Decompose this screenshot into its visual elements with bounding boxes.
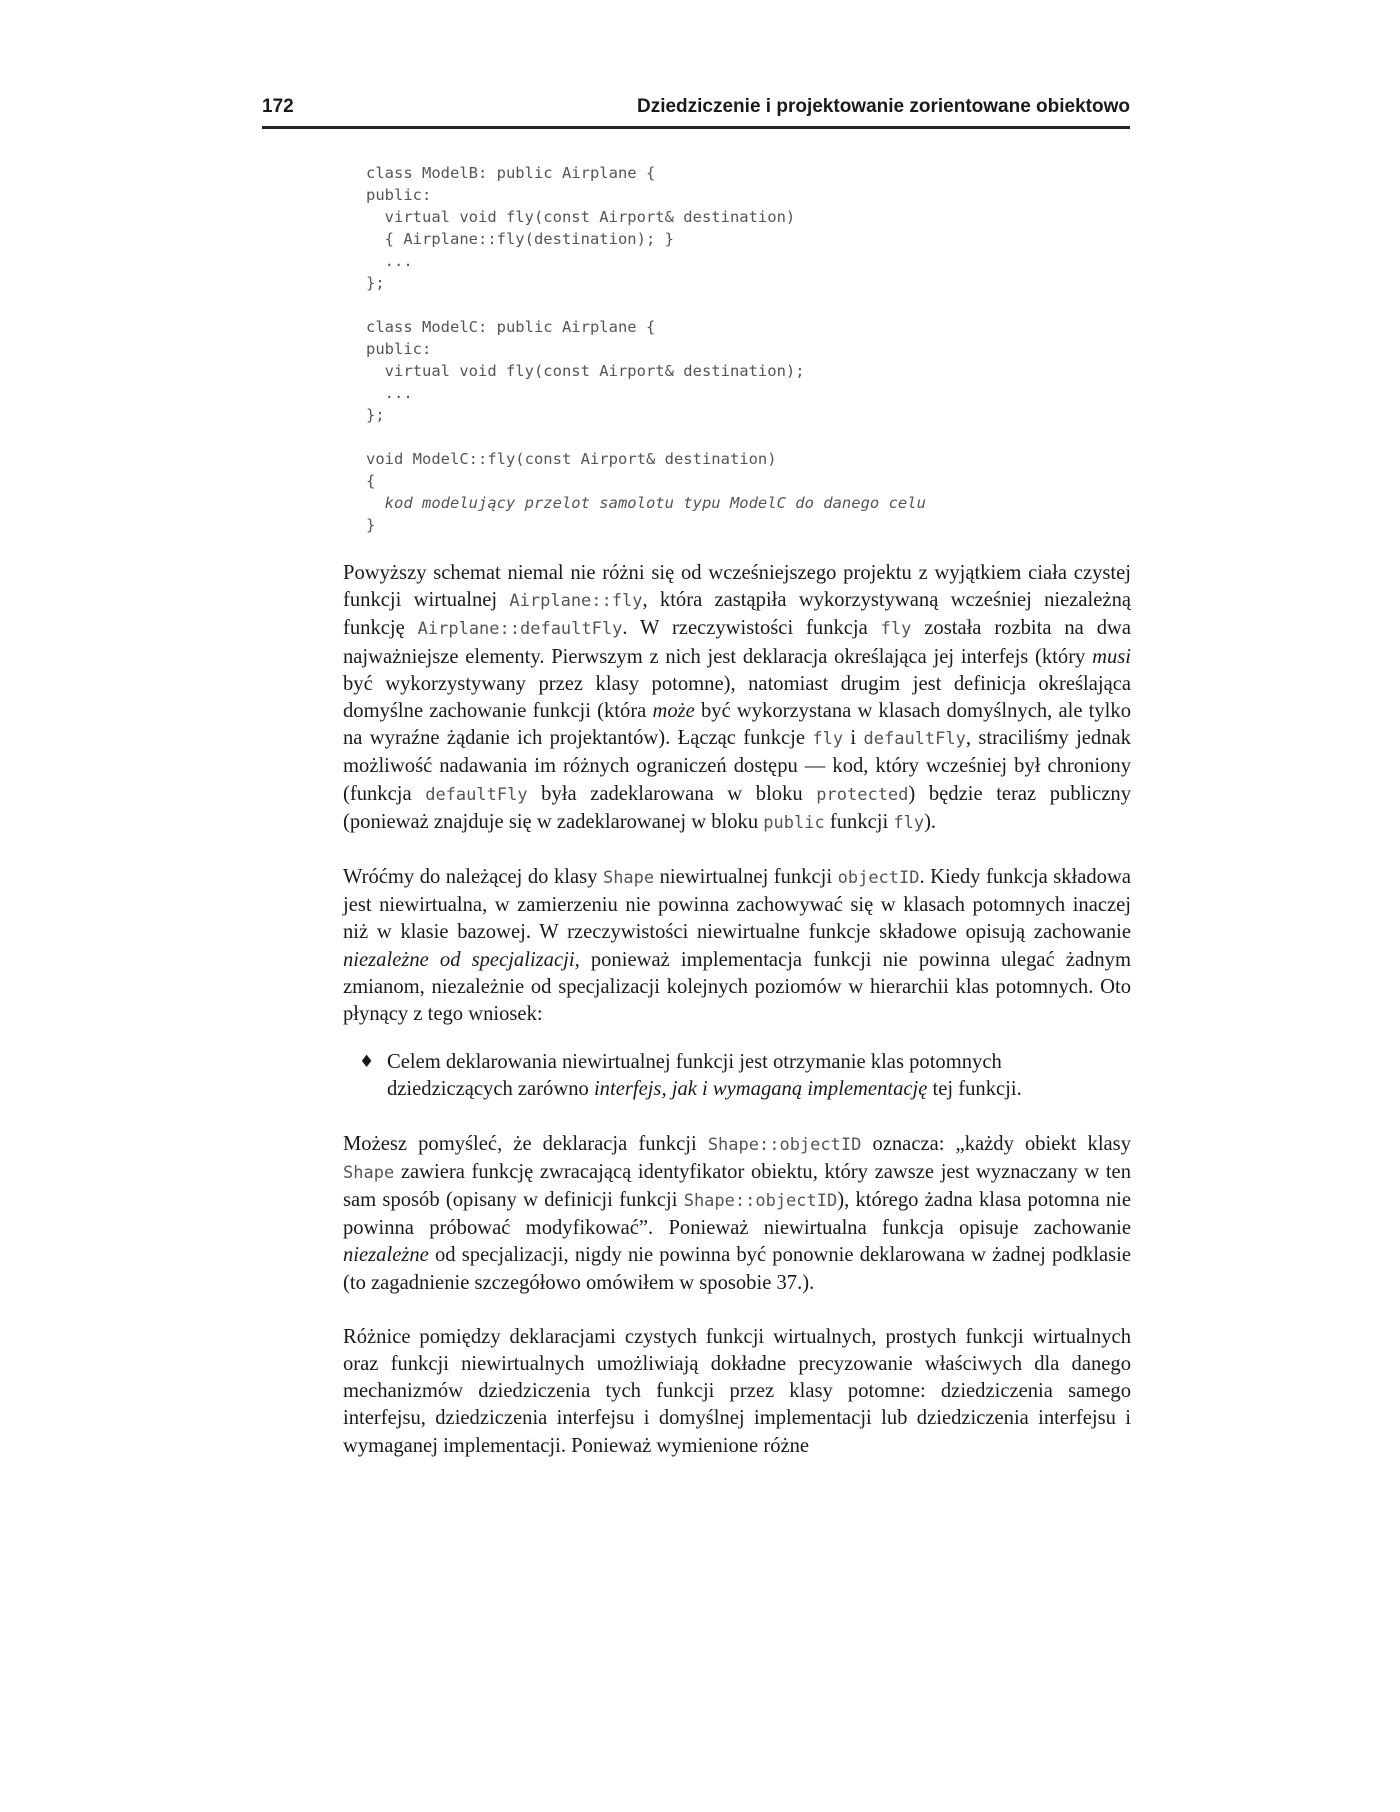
inline-code: fly: [893, 812, 925, 833]
text-run: Możesz pomyśleć, że deklaracja funkcji: [343, 1132, 708, 1155]
text-run: niewirtualnej funkcji: [654, 866, 838, 889]
text-run: . W rzeczywistości funkcja: [622, 617, 881, 640]
code-line: }: [366, 516, 376, 534]
emphasis: może: [652, 700, 695, 723]
diamond-bullet-icon: ♦: [359, 1052, 375, 1073]
code-comment-line: kod modelujący przelot samolotu typu ModelC do danego celu: [366, 494, 926, 512]
code-line: void ModelC::fly(const Airport& destination): [366, 450, 777, 468]
inline-code: fly: [880, 619, 912, 640]
paragraph-1: [343, 560, 1131, 837]
inline-code: Shape::objectID: [707, 1134, 862, 1155]
text-run: została rozbita na dwa najważniejsze elementy. Pierwszym z nich jest deklaracja określająca jej interfejs (który: [343, 617, 1131, 668]
inline-code: fly: [812, 729, 844, 750]
page-number: 172: [262, 96, 294, 117]
code-line: { Airplane::fly(destination); }: [366, 230, 674, 248]
code-listing: [366, 162, 1066, 536]
code-line: {: [366, 472, 376, 490]
inline-code: Shape: [602, 868, 655, 889]
text-run: , ponieważ implementacja funkcji nie powinna ulegać żadnym zmianom, niezależnie od specjalizacji kolejnych poziomów w hierarchii klas potomnych. Oto płynący z tego wniosek:: [343, 948, 1131, 1026]
running-title: Dziedziczenie i projektowanie zorientowane obiektowo: [636, 96, 1130, 117]
code-line: public:: [366, 186, 432, 204]
paragraph-3: [343, 1131, 1131, 1297]
text-run: być wykorzystywany przez klasy potomne), natomiast drugim jest definicja określająca domyślne zachowanie funkcji (która: [343, 672, 1131, 723]
text-run: zawiera funkcję zwracającą identyfikator obiektu, który zawsze jest wyznaczany w ten sam sposób (opisany w definicji funkcji: [343, 1160, 1131, 1212]
text-run: od specjalizacji, nigdy nie powinna być ponownie deklarowana w żadnej podklasie (to zagadnienie szczegółowo omówiłem w sposobie 37.).: [343, 1244, 1131, 1294]
code-line: [366, 426, 1066, 448]
code-line: class ModelB: public Airplane {: [366, 164, 656, 182]
code-line: };: [366, 406, 385, 424]
inline-code: Airplane::defaultFly: [417, 619, 623, 640]
text-run: . Kiedy funkcja składowa jest niewirtualna, w zamierzeniu nie powinna zachowywać się w klasach potomnych inaczej niż w klasie bazowej. W rzeczywistości niewirtualne funkcje składowe opisują zachowanie: [343, 866, 1131, 944]
emphasis: musi: [1092, 645, 1131, 668]
inline-code: public: [763, 812, 825, 833]
text-run: Celem deklarowania niewirtualnej funkcji jest otrzymanie klas potomnych dziedziczących zarówno: [387, 1051, 1002, 1101]
code-line: virtual void fly(const Airport& destination): [366, 208, 796, 226]
text-run: być wykorzystana w klasach domyślnych, ale tylko na wyraźne żądanie ich projektantów). Łącząc funkcje: [343, 700, 1131, 750]
text-run: ) będzie teraz publiczny (ponieważ znajduje się w zadeklarowanej w bloku: [343, 782, 1131, 833]
emphasis: niezależne: [343, 1244, 429, 1267]
text-run: Wróćmy do należącej do klasy: [343, 866, 603, 889]
text-run: i: [843, 727, 864, 750]
text-run: ).: [924, 810, 937, 833]
text-run: oznacza: „każdy obiekt klasy: [861, 1132, 1131, 1155]
inline-code: objectID: [837, 868, 920, 889]
bullet-item: [343, 1049, 1131, 1103]
text-run: tej funkcji.: [927, 1078, 1022, 1101]
text-run: Różnice pomiędzy deklaracjami czystych funkcji wirtualnych, prostych funkcji wirtualnych oraz funkcji niewirtualnych umożliwiają dokładne precyzowanie właściwych dla danego mechanizmów dziedziczenia tych funkcji przez klasy potomne: dziedziczenia samego interfejsu, dziedziczenia interfejsu i domyślnej implementacji lub dziedziczenia interfejsu i wymaganej implementacji. Ponieważ wymienione różne: [343, 1325, 1131, 1457]
text-run: ), którego żadna klasa potomna nie powinna próbować modyfikować”. Ponieważ niewirtualna funkcja opisuje zachowanie: [343, 1189, 1132, 1240]
inline-code: defaultFly: [863, 729, 966, 750]
inline-code: Shape: [343, 1162, 395, 1183]
code-line: [366, 294, 1066, 316]
paragraph-2: [343, 864, 1131, 1028]
code-line: ...: [366, 384, 413, 402]
inline-code: Shape::objectID: [683, 1191, 838, 1212]
emphasis: niezależne od specjalizacji: [343, 948, 575, 971]
paragraph-4: [343, 1324, 1131, 1460]
inline-code: defaultFly: [425, 784, 528, 805]
text-run: , która zastąpiła wykorzystywaną wcześniej niezależną funkcję: [343, 589, 1132, 640]
text-run: Powyższy schemat niemal nie różni się od wcześniejszego projektu z wyjątkiem ciała czystej funkcji wirtualnej: [343, 562, 1131, 612]
text-run: funkcji: [824, 810, 894, 833]
code-line: ...: [366, 252, 413, 270]
inline-code: Airplane::fly: [509, 591, 643, 612]
code-line: public:: [366, 340, 432, 358]
page-header: [262, 92, 1130, 129]
code-line: };: [366, 274, 385, 292]
code-line: virtual void fly(const Airport& destination);: [366, 362, 805, 380]
body-text: [343, 560, 1131, 1487]
text-run: , straciliśmy jednak możliwość nadawania im różnych ograniczeń dostępu — kod, który wcześniej był chroniony (funkcja: [343, 727, 1131, 805]
code-line: class ModelC: public Airplane {: [366, 318, 656, 336]
emphasis: interfejs, jak i wymaganą implementację: [593, 1078, 928, 1101]
inline-code: protected: [816, 784, 909, 805]
text-run: była zadeklarowana w bloku: [527, 782, 817, 805]
